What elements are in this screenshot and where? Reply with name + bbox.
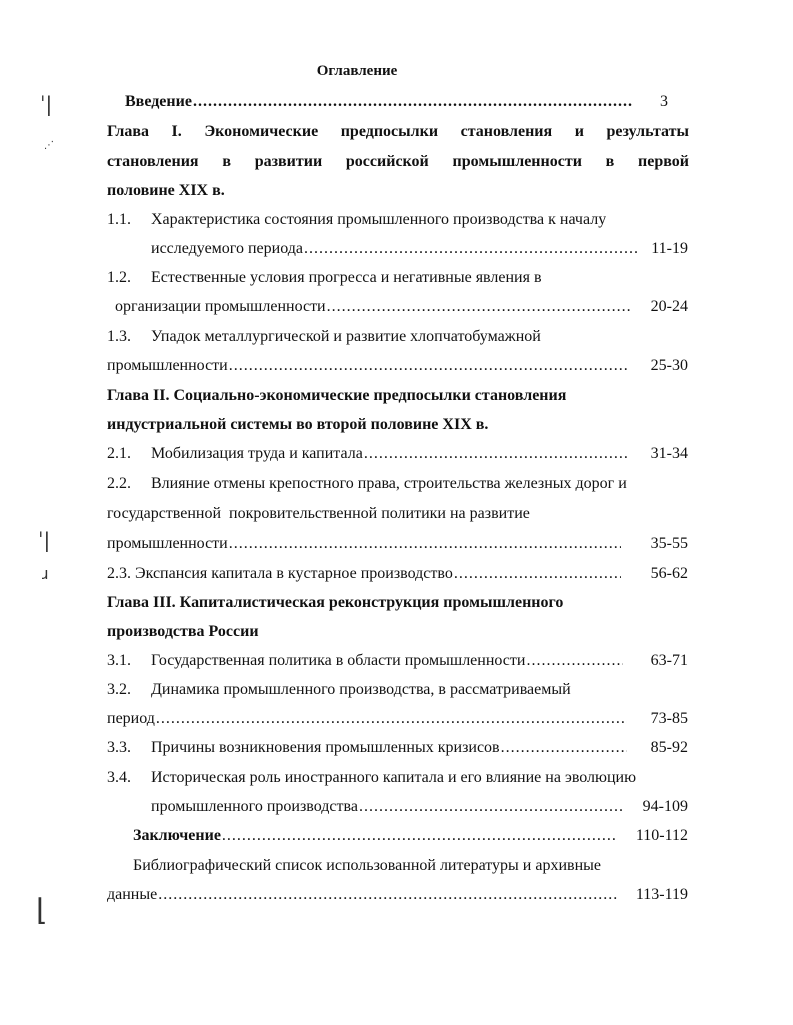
toc-page-3-3: 85-92 — [650, 739, 688, 756]
toc-entry-text: Естественные условия прогресса и негативные явления в — [151, 269, 542, 286]
toc-entry-1-1: исследуемого периода ..... — [151, 238, 637, 260]
chapter-3-heading-line-2: производства России — [107, 623, 259, 640]
toc-page-3-4: 94-109 — [642, 798, 688, 815]
scan-mark: ⋰ — [44, 140, 54, 151]
chapter-1-heading-line-2: становления в развитии российской промышленности в первой — [107, 153, 689, 170]
toc-page-bibliography: 113-119 — [635, 886, 688, 903]
toc-number: 3.3. — [107, 739, 131, 756]
toc-page-3-2: 73-85 — [650, 710, 688, 727]
toc-page-2-3: 56-62 — [650, 565, 688, 582]
toc-page-introduction: 3 — [660, 93, 668, 110]
toc-page-2-2: 35-55 — [650, 535, 688, 552]
toc-number: 3.4. — [107, 769, 131, 786]
toc-number: 1.2. — [107, 269, 131, 286]
toc-entry-1-2: организации промышленности ..... — [115, 296, 631, 318]
toc-entry-3-3: Причины возникновения промышленных кризисов ..... — [151, 737, 627, 759]
toc-page-1-1: 11-19 — [651, 240, 688, 257]
page-title: Оглавление — [316, 63, 398, 79]
toc-page-1-2: 20-24 — [650, 298, 688, 315]
toc-entry-text: Характеристика состояния промышленного производства к началу — [151, 211, 607, 228]
toc-entry-1-3: промышленности ..... — [107, 355, 629, 377]
toc-entry-text: Динамика промышленного производства, в рассматриваемый — [151, 681, 571, 698]
toc-entry-text: Влияние отмены крепостного права, строительства железных дорог и — [151, 475, 627, 492]
chapter-2-heading-line-1: Глава II. Социально-экономические предпосылки становления — [107, 387, 567, 404]
toc-entry-2-1: Мобилизация труда и капитала ..... — [151, 443, 627, 465]
chapter-3-heading-line-1: Глава III. Капиталистическая реконструкция промышленного — [107, 594, 564, 611]
toc-entry-3-1: Государственная политика в области промышленности ..... — [151, 650, 623, 672]
toc-entry-text: Упадок металлургической и развитие хлопчатобумажной — [151, 328, 541, 345]
toc-entry-3-2: период ..... — [107, 708, 627, 730]
toc-entry-text: Историческая роль иностранного капитала и его влияние на эволюцию — [151, 769, 637, 786]
toc-entry-2-2: промышленности ..... — [107, 533, 621, 555]
toc-page-3-1: 63-71 — [650, 652, 688, 669]
chapter-2-heading-line-2: индустриальной системы во второй половине XIX в. — [107, 416, 489, 433]
toc-entry-2-3: 2.3. Экспансия капитала в кустарное производство ..... — [107, 563, 621, 585]
toc-number: 1.3. — [107, 328, 131, 345]
toc-page-1-3: 25-30 — [650, 357, 688, 374]
toc-entry-text: Библиографический список использованной литературы и архивные — [133, 857, 601, 874]
toc-page-conclusion: 110-112 — [635, 827, 688, 844]
toc-number: 3.1. — [107, 652, 131, 669]
chapter-1-heading-line-3: половине XIX в. — [107, 182, 225, 199]
toc-entry-introduction: Введение ..... — [125, 91, 633, 113]
toc-number: 3.2. — [107, 681, 131, 698]
toc-page-2-1: 31-34 — [650, 445, 688, 462]
chapter-1-heading-line-1: Глава I. Экономические предпосылки становления и результаты — [107, 123, 689, 140]
toc-entry-text: государственной покровительственной политики на развитие — [107, 505, 530, 522]
scan-mark: ˈ| — [40, 92, 53, 116]
scan-mark: ˈ| — [38, 528, 51, 552]
toc-entry-conclusion: Заключение ..... — [133, 825, 617, 847]
toc-number: 2.1. — [107, 445, 131, 462]
scan-mark: ⌊ — [36, 893, 48, 928]
toc-number: 1.1. — [107, 211, 131, 228]
toc-number: 2.2. — [107, 475, 131, 492]
toc-entry-bibliography: данные ..... — [107, 884, 617, 906]
toc-entry-3-4: промышленного производства ..... — [151, 796, 623, 818]
scan-mark: ɹ — [42, 564, 49, 583]
